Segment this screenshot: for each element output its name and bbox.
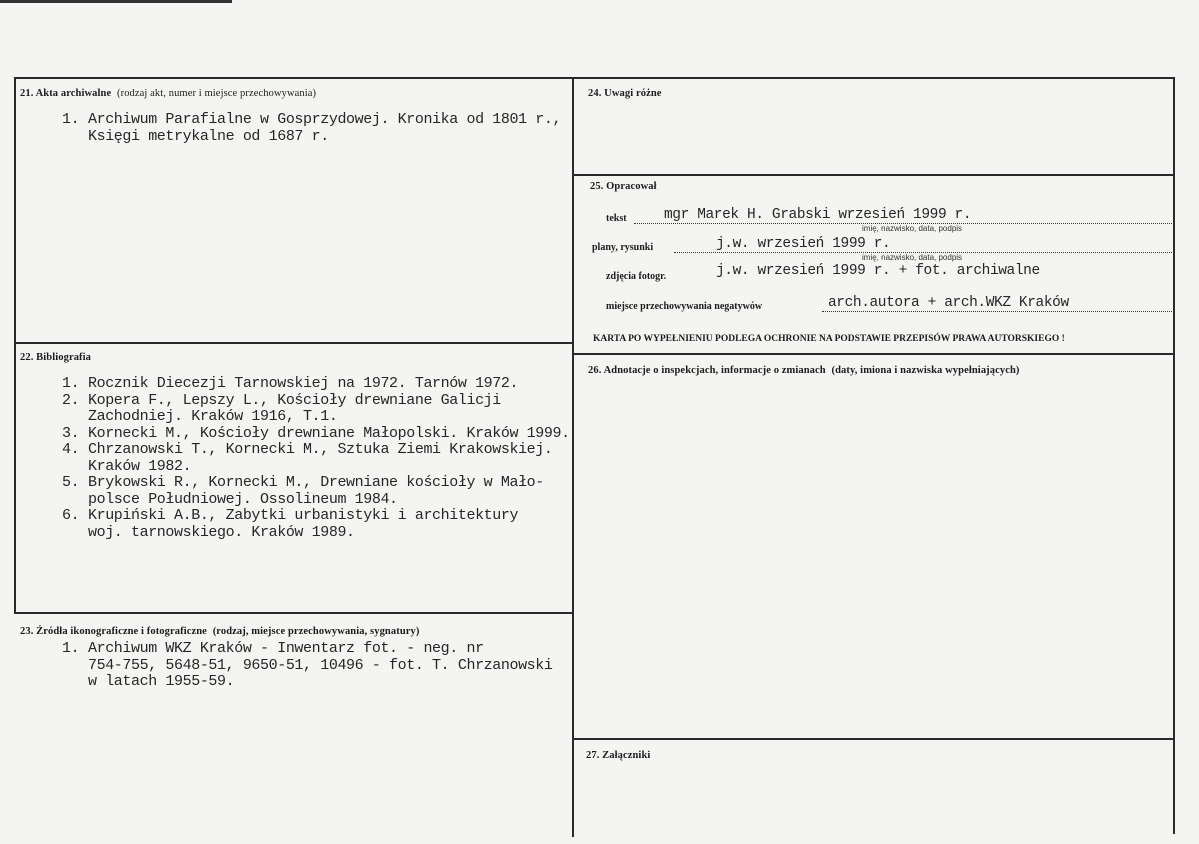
section-23-list bbox=[62, 641, 552, 691]
section-27-title-text: 27. Załączniki bbox=[586, 750, 651, 761]
list-item bbox=[62, 426, 570, 443]
item-text: Krupiński A.B., Zabytki urbanistyki i architektury woj. tarnowskiego. Kraków 1989. bbox=[88, 507, 519, 541]
divider-21-22 bbox=[14, 342, 574, 344]
section-24-title-text: 24. Uwagi różne bbox=[588, 88, 662, 99]
section-22-list bbox=[62, 376, 570, 541]
list-item bbox=[62, 112, 561, 145]
divider-25-26 bbox=[574, 353, 1175, 355]
section-21-title-text: 21. Akta archiwalne bbox=[20, 88, 112, 99]
field-plans bbox=[592, 235, 1174, 262]
section-23-subtitle: (rodzaj, miejsce przechowywania, sygnatury) bbox=[212, 626, 420, 637]
section-25-title-text: 25. Opracował bbox=[590, 181, 657, 192]
section-26-subtitle: (daty, imiona i nazwiska wypełniających) bbox=[831, 365, 1020, 376]
field-value: j.w. wrzesień 1999 r. bbox=[716, 236, 891, 252]
column-divider bbox=[572, 77, 574, 837]
field-value: mgr Marek H. Grabski wrzesień 1999 r. bbox=[664, 207, 972, 223]
right-border bbox=[1173, 77, 1175, 834]
top-edge-bar bbox=[0, 0, 232, 3]
item-text: Chrzanowski T., Kornecki M., Sztuka Ziemi Krakowskiej. Kraków 1982. bbox=[88, 441, 553, 475]
field-negatives bbox=[606, 294, 1174, 314]
item-text: Kornecki M., Kościoły drewniane Małopolski. Kraków 1999. bbox=[88, 424, 570, 442]
field-photos bbox=[606, 264, 1174, 284]
section-22-title-text: 22. Bibliografia bbox=[20, 352, 92, 363]
item-number: 1. bbox=[62, 375, 80, 392]
field-hint: imię, nazwisko, data, podpis bbox=[862, 253, 963, 262]
item-number: 6. bbox=[62, 507, 80, 524]
section-23-title-text: 23. Źródła ikonograficzne i fotograficzne bbox=[20, 626, 207, 637]
item-number: 5. bbox=[62, 474, 80, 491]
section-25-title bbox=[590, 181, 657, 192]
section-26-title-text: 26. Adnotacje o inspekcjach, informacje o zmianach bbox=[588, 365, 826, 376]
field-hint: imię, nazwisko, data, podpis bbox=[862, 224, 963, 233]
copyright-notice: KARTA PO WYPEŁNIENIU PODLEGA OCHRONIE NA PODSTAWIE PRZEPISÓW PRAWA AUTORSKIEGO ! bbox=[593, 334, 1065, 344]
field-label: tekst bbox=[606, 213, 627, 224]
left-border bbox=[14, 77, 16, 614]
item-text: Archiwum Parafialne w Gosprzydowej. Kronika od 1801 r., Księgi metrykalne od 1687 r. bbox=[88, 111, 562, 145]
field-label: miejsce przechowywania negatywów bbox=[606, 301, 763, 312]
list-item bbox=[62, 641, 552, 691]
field-text bbox=[606, 206, 1174, 233]
divider-24-25 bbox=[574, 174, 1175, 176]
item-number: 2. bbox=[62, 391, 80, 409]
field-value: arch.autora + arch.WKZ Kraków bbox=[828, 295, 1069, 311]
section-21-subtitle: (rodzaj akt, numer i miejsce przechowywania) bbox=[117, 88, 317, 99]
item-text: Archiwum WKZ Kraków - Inwentarz fot. - neg. nr 754-755, 5648-51, 9650-51, 10496 - fot. T. Chrzanowski w latach 1955-59. bbox=[88, 640, 553, 690]
section-24-title bbox=[588, 88, 662, 99]
item-number: 1. bbox=[62, 640, 80, 657]
section-21-list bbox=[62, 112, 561, 145]
field-label: plany, rysunki bbox=[592, 242, 654, 253]
item-text: Rocznik Diecezji Tarnowskiej na 1972. Tarnów 1972. bbox=[88, 375, 519, 392]
divider-26-27 bbox=[574, 738, 1175, 740]
section-26-title bbox=[588, 365, 1020, 376]
section-22-title bbox=[20, 352, 91, 363]
section-21-title bbox=[20, 88, 316, 99]
item-text: Kopera F., Lepszy L., Kościoły drewniane Galicji Zachodniej. Kraków 1916, T.1. bbox=[88, 391, 501, 425]
list-item bbox=[62, 393, 570, 426]
divider-22-23 bbox=[14, 612, 574, 614]
item-number: 4. bbox=[62, 441, 80, 458]
list-item bbox=[62, 475, 570, 508]
section-23-title bbox=[20, 626, 419, 637]
item-number: 1. bbox=[62, 111, 80, 128]
field-label: zdjęcia fotogr. bbox=[606, 271, 667, 282]
item-text: Brykowski R., Kornecki M., Drewniane kościoły w Mało- polsce Południowej. Ossolineum 1984. bbox=[88, 474, 544, 508]
field-value: j.w. wrzesień 1999 r. + fot. archiwalne bbox=[716, 263, 1040, 279]
section-27-title bbox=[586, 750, 650, 761]
form-top-border bbox=[14, 77, 1175, 79]
list-item bbox=[62, 508, 570, 541]
list-item bbox=[62, 442, 570, 475]
list-item bbox=[62, 376, 570, 393]
item-number: 3. bbox=[62, 424, 80, 442]
